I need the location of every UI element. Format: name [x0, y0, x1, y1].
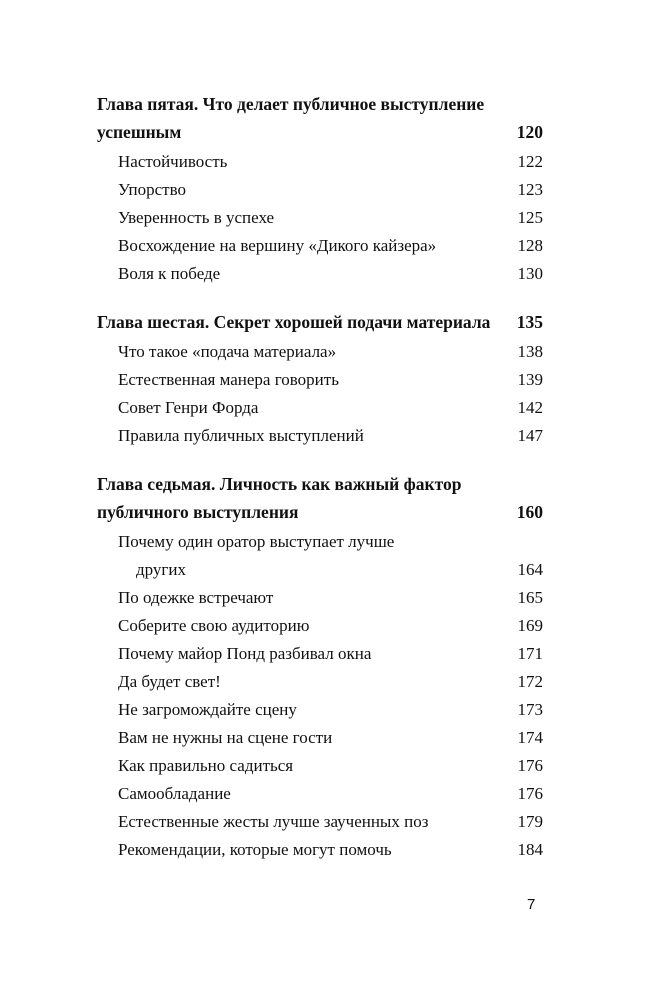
toc-entry[interactable] — [118, 612, 543, 640]
toc-entry[interactable] — [118, 640, 543, 668]
entry-title: Рекомендации, которые могут помочь — [118, 840, 392, 859]
section-list — [97, 336, 543, 450]
toc-entry[interactable] — [118, 232, 543, 260]
entry-title: Совет Генри Форда — [118, 398, 259, 417]
dot-leader — [439, 234, 514, 251]
entry-page-number: 123 — [517, 180, 543, 199]
dot-leader — [431, 810, 514, 827]
entry-title: Вам не нужны на сцене гости — [118, 728, 333, 747]
dot-leader — [339, 340, 514, 357]
toc-entry[interactable] — [118, 780, 543, 808]
toc-entry[interactable] — [118, 366, 543, 394]
entry-page-number: 128 — [517, 236, 543, 255]
chapter-page-number: 135 — [516, 312, 543, 332]
entry-page-number: 139 — [517, 370, 543, 389]
dot-leader — [189, 178, 514, 195]
dot-leader — [335, 726, 514, 743]
section-list — [97, 526, 543, 864]
dot-leader — [342, 368, 515, 385]
toc-entry[interactable] — [118, 422, 543, 450]
toc-entry[interactable] — [118, 668, 543, 696]
entry-page-number: 176 — [517, 784, 543, 803]
entry-page-number: 172 — [517, 672, 543, 691]
dot-leader — [230, 150, 514, 167]
chapter-five — [97, 90, 543, 288]
dot-leader — [301, 501, 513, 519]
chapter-title-line: Глава седьмая. Личность как важный фактор — [97, 474, 462, 494]
entry-page-number: 122 — [517, 152, 543, 171]
dot-leader — [300, 698, 515, 715]
entry-page-number: 173 — [517, 700, 543, 719]
toc-entry[interactable] — [118, 808, 543, 836]
entry-title: Соберите свою аудиторию — [118, 616, 310, 635]
entry-title: Самообладание — [118, 784, 231, 803]
toc-entry[interactable] — [118, 528, 543, 584]
chapter-six — [97, 308, 543, 450]
toc-entry[interactable] — [118, 836, 543, 864]
page-number: 7 — [527, 896, 536, 913]
entry-page-number: 176 — [517, 756, 543, 775]
dot-leader — [189, 558, 515, 575]
entry-page-number: 179 — [517, 812, 543, 831]
entry-title: Да будет свет! — [118, 672, 221, 691]
chapter-title-line: Глава пятая. Что делает публичное выступление — [97, 94, 485, 114]
toc-entry[interactable] — [118, 176, 543, 204]
chapter-heading[interactable] — [97, 90, 543, 146]
entry-page-number: 174 — [517, 728, 543, 747]
dot-leader — [374, 642, 514, 659]
chapter-title: успешным — [97, 122, 182, 142]
dot-leader — [234, 782, 515, 799]
entry-title: Почему майор Понд разбивал окна — [118, 644, 372, 663]
dot-leader — [367, 424, 515, 441]
dot-leader — [261, 396, 514, 413]
dot-leader — [184, 121, 513, 139]
chapter-heading[interactable] — [97, 308, 543, 336]
toc-entry[interactable] — [118, 752, 543, 780]
dot-leader — [224, 670, 515, 687]
entry-title: Воля к победе — [118, 264, 221, 283]
dot-leader — [277, 206, 514, 223]
dot-leader — [276, 586, 514, 603]
entry-title: Восхождение на вершину «Дикого кайзера» — [118, 236, 437, 255]
chapter-heading[interactable] — [97, 470, 543, 526]
entry-title: Как правильно садиться — [118, 756, 294, 775]
entry-title: Естественная манера говорить — [118, 370, 339, 389]
entry-page-number: 147 — [517, 426, 543, 445]
entry-page-number: 169 — [517, 616, 543, 635]
table-of-contents — [97, 90, 543, 884]
entry-title: Настойчивость — [118, 152, 228, 171]
toc-entry[interactable] — [118, 696, 543, 724]
chapter-seven — [97, 470, 543, 864]
dot-leader — [296, 754, 514, 771]
chapter-title: публичного выступления — [97, 502, 299, 522]
entry-page-number: 164 — [517, 560, 543, 579]
entry-title: По одежке встречают — [118, 588, 274, 607]
entry-page-number: 125 — [517, 208, 543, 227]
dot-leader — [312, 614, 514, 631]
entry-title: Уверенность в успехе — [118, 208, 275, 227]
dot-leader — [493, 311, 513, 329]
toc-entry[interactable] — [118, 260, 543, 288]
entry-page-number: 142 — [517, 398, 543, 417]
entry-title: Упорство — [118, 180, 187, 199]
entry-title: Правила публичных выступлений — [118, 426, 364, 445]
entry-title: Естественные жесты лучше заученных поз — [118, 812, 429, 831]
entry-page-number: 130 — [517, 264, 543, 283]
toc-entry[interactable] — [118, 724, 543, 752]
toc-entry[interactable] — [118, 148, 543, 176]
entry-title: Не загромождайте сцену — [118, 700, 297, 719]
entry-title-line: Почему один оратор выступает лучше — [118, 532, 395, 551]
toc-entry[interactable] — [118, 394, 543, 422]
entry-title: Что такое «подача материала» — [118, 342, 337, 361]
entry-page-number: 138 — [517, 342, 543, 361]
chapter-title: Глава шестая. Секрет хорошей подачи материала — [97, 312, 491, 332]
entry-page-number: 184 — [517, 840, 543, 859]
entry-page-number: 165 — [517, 588, 543, 607]
toc-entry[interactable] — [118, 204, 543, 232]
toc-entry[interactable] — [118, 584, 543, 612]
chapter-page-number: 160 — [516, 502, 543, 522]
chapter-page-number: 120 — [516, 122, 543, 142]
toc-entry[interactable] — [118, 338, 543, 366]
entry-title: других — [136, 560, 186, 579]
entry-page-number: 171 — [517, 644, 543, 663]
dot-leader — [395, 838, 515, 855]
dot-leader — [223, 262, 514, 279]
section-list — [97, 146, 543, 288]
